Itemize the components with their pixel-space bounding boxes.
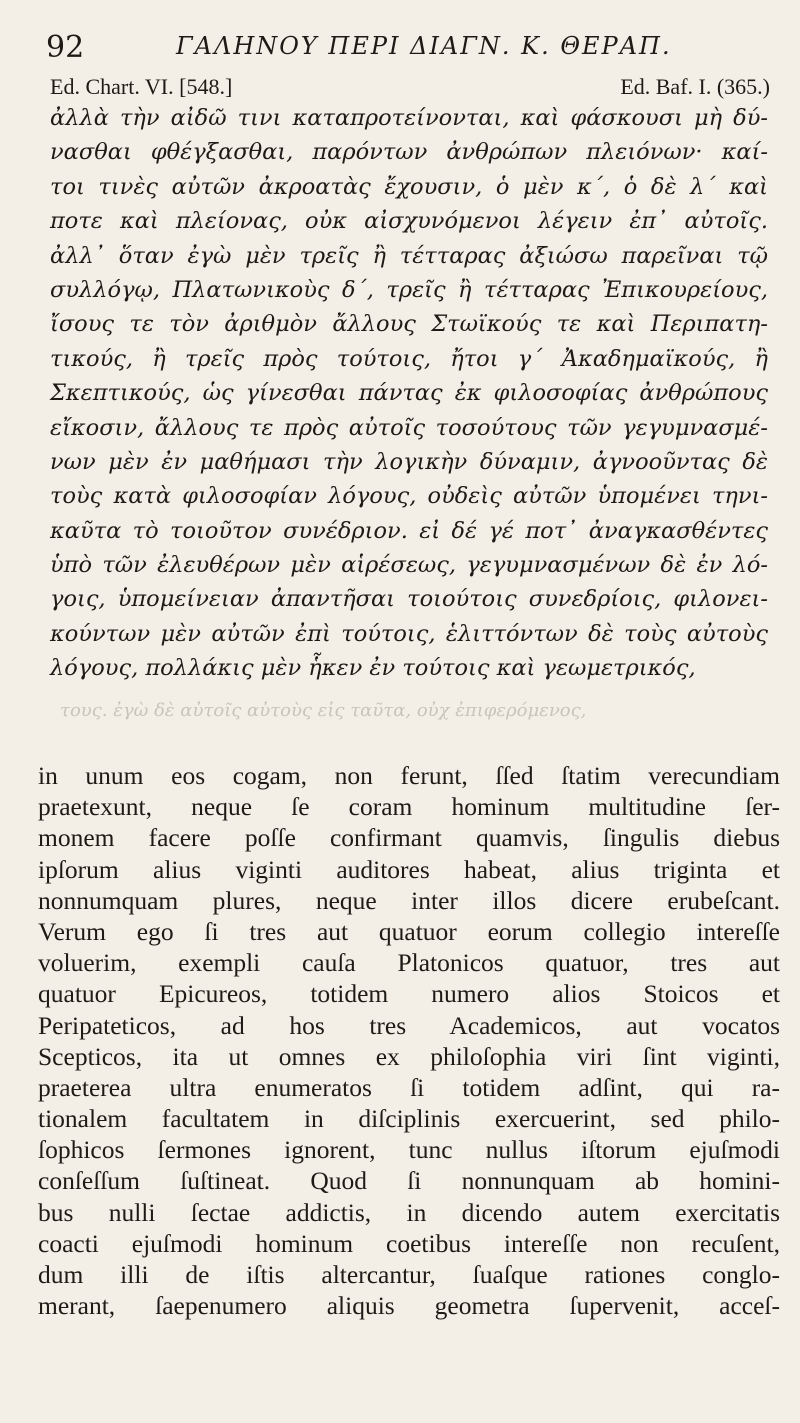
greek-text-line: εἴκοσιν, ἄλλους τε πρὸς αὐτοῖς τοσούτους τῶν γεγυμνασμέ- (50, 414, 768, 441)
edition-references (50, 74, 770, 102)
running-title: ΓΑΛΗΝΟΥ ΠΕΡΙ ΔΙΑΓΝ. Κ. ΘΕΡΑΠ. (176, 32, 672, 60)
latin-text-block (38, 760, 780, 1321)
latin-text-line: praetexunt, neque ſe coram hominum multitudine ſer- (38, 792, 780, 822)
greek-text-line: ἀλλ᾽ ὅταν ἐγὼ μὲν τρεῖς ἢ τέτταρας ἀξιώσω παρεῖναι τῷ (50, 242, 768, 269)
latin-text-line: praeterea ultra enumeratos ſi totidem adſint, qui ra- (38, 1072, 780, 1102)
latin-text-line: ipſorum alius viginti auditores habeat, alius triginta et (38, 854, 780, 884)
greek-text-line: τοι τινὲς αὐτῶν ἀκροατὰς ἔχουσιν, ὁ μὲν κ΄, ὁ δὲ λ΄ καὶ (50, 173, 768, 200)
latin-text-line: Peripateticos, ad hos tres Academicos, aut vocatos (38, 1010, 780, 1040)
greek-text-line: καῦτα τὸ τοιοῦτον συνέδριον. εἰ δέ γέ ποτ᾽ ἀναγκασθέντες (50, 517, 768, 544)
edition-chartier-ref: Ed. Chart. VI. [548.] (50, 74, 233, 99)
greek-text-line: κούντων μὲν αὐτῶν ἐπὶ τούτοις, ἑλιττόντων δὲ τοὺς αὐτοὺς (50, 620, 768, 647)
latin-text-line: coacti ejuſmodi hominum coetibus intereſſe non recuſent, (38, 1228, 780, 1258)
latin-text-line: in unum eos cogam, non ferunt, ſſed ſtatim verecundiam (38, 761, 780, 790)
greek-text-line: λόγους, πολλάκις μὲν ἧκεν ἐν τούτοις καὶ γεωμετρικός, (50, 655, 696, 682)
greek-text-line: συλλόγῳ, Πλατωνικοὺς δ΄, τρεῖς ἢ τέτταρας Ἐπικουρείους, (50, 276, 768, 303)
greek-text-line: τικούς, ἢ τρεῖς πρὸς τούτοις, ἤτοι γ΄ Ἀκαδημαϊκούς, ἢ (50, 345, 768, 372)
greek-text-line: Σκεπτικούς, ὡς γίνεσθαι πάντας ἐκ φιλοσοφίας ἀνθρώπους (50, 380, 768, 407)
edition-basel-ref: Ed. Baf. I. (365.) (620, 74, 770, 99)
latin-text-line: conſeſſum ſuſtineat. Quod ſi nonnunquam ab homini- (38, 1166, 780, 1196)
latin-text-line: quatuor Epicureos, totidem numero alios Stoicos et (38, 979, 780, 1009)
greek-text-line: ἀλλὰ τὴν αἰδῶ τινι καταπροτείνονται, καὶ φάσκουσι μὴ δύ- (50, 105, 768, 131)
latin-text-line: bus nulli ſectae addictis, in dicendo autem exercitatis (38, 1197, 780, 1227)
latin-text-line: nonnumquam plures, neque inter illos dicere erubeſcant. (38, 885, 780, 915)
latin-text-line: Scepticos, ita ut omnes ex philoſophia viri ſint viginti, (38, 1041, 780, 1071)
greek-text-line: νασθαι φθέγξασθαι, παρόντων ἀνθρώπων πλειόνων· καί- (50, 139, 768, 166)
greek-text-line: ἴσους τε τὸν ἀριθμὸν ἄλλους Στωϊκούς τε καὶ Περιπατη- (50, 311, 768, 338)
greek-text-line: ὑπὸ τῶν ἐλευθέρων μὲν αἱρέσεως, γεγυμνασμένων δὲ ἐν λό- (50, 552, 768, 579)
page-number: 92 (46, 30, 85, 65)
latin-text-line: ſophicos ſermones ignorent, tunc nullus iſtorum ejuſmodi (38, 1135, 780, 1165)
page-header (46, 26, 766, 66)
greek-text-line: γοις, ὑπομείνειαν ἀπαντῆσαι τοιούτοις συνεδρίοις, φιλονει- (50, 586, 768, 613)
greek-text-line: τοὺς κατὰ φιλοσοφίαν λόγους, οὐδεὶς αὐτῶν ὑπομένει τηνι- (50, 483, 768, 510)
latin-text-line: voluerim, exempli cauſa Platonicos quatuor, tres aut (38, 948, 780, 978)
latin-text-line: tionalem facultatem in diſciplinis exercuerint, sed philo- (38, 1104, 780, 1134)
latin-text-line: monem facere poſſe confirmant quamvis, ſingulis diebus (38, 823, 780, 853)
latin-text-line: dum illi de iſtis altercantur, ſuaſque rationes conglo- (38, 1260, 780, 1289)
greek-text-line: ποτε καὶ πλείονας, οὐκ αἰσχυνόμενοι λέγειν ἐπ᾽ αὐτοῖς. (50, 208, 768, 235)
latin-text-line: merant, ſaepenumero aliquis geometra ſupervenit, acceſ- (38, 1291, 780, 1321)
greek-text-line: νων μὲν ἐν μαθήμασι τὴν λογικὴν δύναμιν, ἀγνοοῦντας δὲ (50, 448, 768, 475)
latin-text-line: Verum ego ſi tres aut quatuor eorum collegio intereſſe (38, 916, 780, 946)
bleed-through-text: τους. ἐγὼ δὲ αὐτοῖς αὐτοὺς εἰς ταῦτα, οὐχ ἐπιφερόμενος, (60, 700, 587, 721)
greek-text-block (50, 101, 768, 686)
